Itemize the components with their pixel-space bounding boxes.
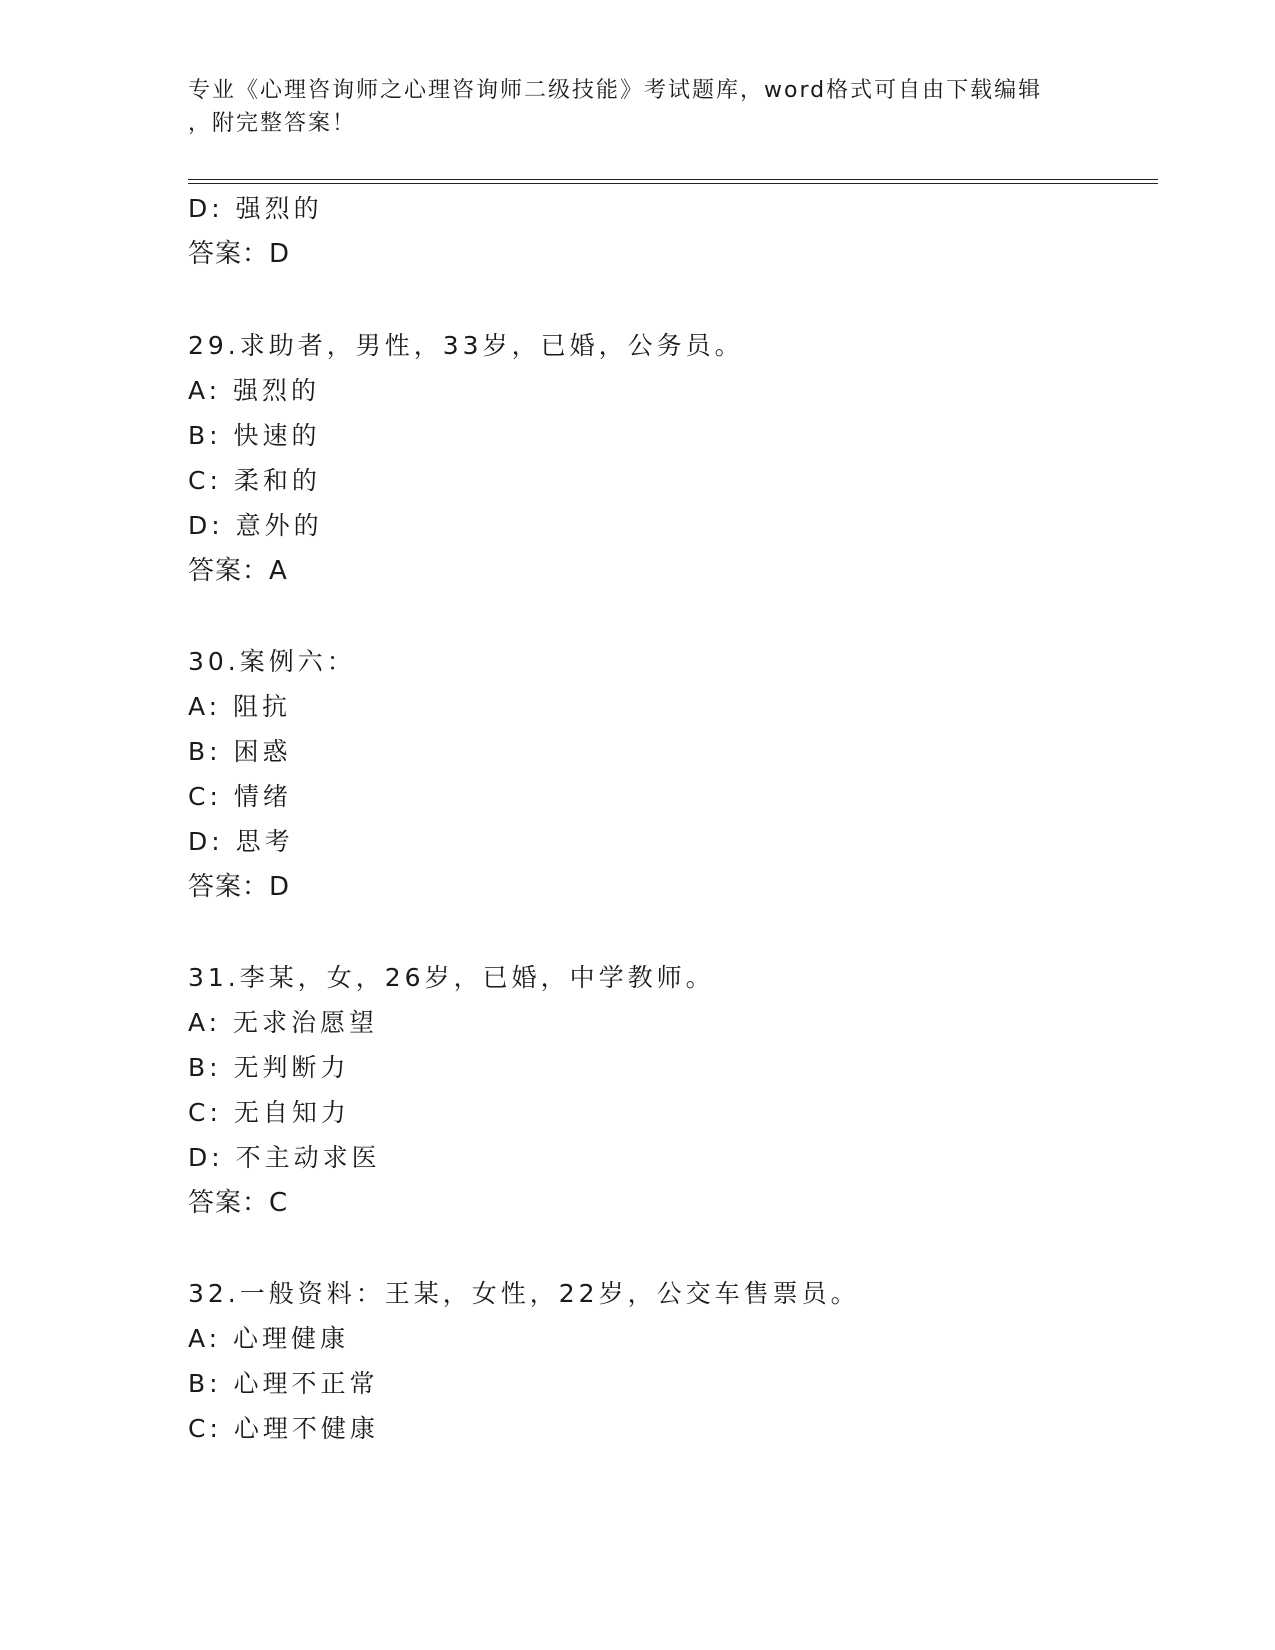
question-line: 30.案例六： — [188, 647, 356, 676]
answer-line: 答案：D — [188, 239, 291, 269]
option-line: B: 快速的 — [188, 421, 321, 450]
option-line: A: 心理健康 — [188, 1324, 350, 1353]
option-line: B: 心理不正常 — [188, 1369, 379, 1398]
question-line: 32.一般资料：王某，女性，22岁，公交车售票员。 — [188, 1279, 860, 1308]
header-rule-bottom — [188, 183, 1158, 184]
question-line: 31.李某，女，26岁，已婚，中学教师。 — [188, 963, 715, 992]
option-line: A: 无求治愿望 — [188, 1008, 379, 1037]
option-line: A: 阻抗 — [188, 692, 292, 721]
header-line-2: ，附完整答案！ — [188, 111, 357, 136]
option-line: D: 思考 — [188, 827, 294, 856]
option-line: D: 不主动求医 — [188, 1143, 381, 1172]
option-line: C: 无自知力 — [188, 1098, 350, 1127]
option-line: A: 强烈的 — [188, 376, 321, 405]
answer-line: 答案：D — [188, 872, 291, 902]
option-line: C: 情绪 — [188, 782, 292, 811]
option-line: D: 意外的 — [188, 511, 323, 540]
option-line: C: 柔和的 — [188, 466, 321, 495]
question-line: 29.求助者，男性，33岁，已婚，公务员。 — [188, 331, 744, 360]
answer-line: 答案：C — [188, 1188, 289, 1218]
option-line: C: 心理不健康 — [188, 1414, 379, 1443]
document-header — [188, 74, 1088, 140]
option-line: D: 强烈的 — [188, 194, 323, 223]
header-rule-top — [188, 179, 1158, 180]
header-line-1: 专业《心理咨询师之心理咨询师二级技能》考试题库，word格式可自由下载编辑 — [188, 78, 1043, 103]
answer-line: 答案：A — [188, 556, 288, 586]
option-line: B: 无判断力 — [188, 1053, 350, 1082]
option-line: B: 困惑 — [188, 737, 292, 766]
